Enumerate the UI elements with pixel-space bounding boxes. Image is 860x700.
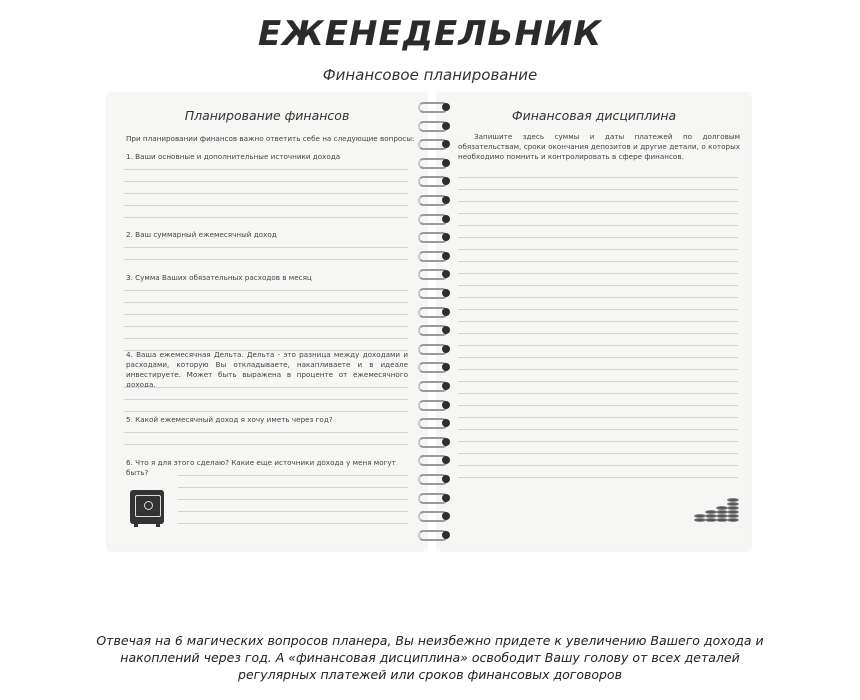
answer-lines-2 xyxy=(124,236,408,260)
left-page-intro: При планировании финансов важно ответить себе на следующие вопросы: xyxy=(126,134,415,143)
spiral-hole xyxy=(442,326,450,334)
spiral-hole xyxy=(442,456,450,464)
question-6: 6. Что я для этого сделаю? Какие еще источники дохода у меня могут быть? xyxy=(126,458,396,477)
spiral-hole xyxy=(442,419,450,427)
spiral-hole xyxy=(442,233,450,241)
safe-icon-legs xyxy=(134,524,160,527)
page-title: ЕЖЕНЕДЕЛЬНИК xyxy=(257,14,603,54)
page-subtitle: Финансовое планирование xyxy=(322,66,538,84)
spiral-hole xyxy=(442,401,450,409)
answer-lines-3 xyxy=(124,279,408,351)
spiral-hole xyxy=(442,438,450,446)
question-4: 4. Ваша ежемесячная Дельта. Дельта - это разница между доходами и расходами, которую Вы откладываете, накапливаете и в идеале инвестируете. Может быть выражена в проценте от ежемесячного дохода. xyxy=(126,350,408,389)
question-2: 2. Ваш суммарный ежемесячный доход xyxy=(126,230,277,239)
spiral-hole xyxy=(442,159,450,167)
answer-lines-5 xyxy=(124,421,408,445)
spiral-hole xyxy=(442,345,450,353)
right-page-intro: Запишите здесь суммы и даты платежей по долговым обязательствам, сроки окончания депозитов и другие детали, о которых необходимо помнить и контролировать в сфере финансов. xyxy=(458,132,740,161)
right-page-lines xyxy=(458,166,738,478)
right-page xyxy=(438,94,750,550)
question-3: 3. Сумма Ваших обязательных расходов в месяц xyxy=(126,273,312,282)
spiral-hole xyxy=(442,382,450,390)
spiral-hole xyxy=(442,177,450,185)
spiral-hole xyxy=(442,308,450,316)
spiral-hole xyxy=(442,103,450,111)
spiral-hole xyxy=(442,494,450,502)
spiral-hole xyxy=(442,140,450,148)
spiral-hole xyxy=(442,215,450,223)
spiral-binding xyxy=(414,98,450,548)
spiral-hole xyxy=(442,252,450,260)
spiral-hole xyxy=(442,363,450,371)
spiral-hole xyxy=(442,512,450,520)
caption-text: Отвечая на 6 магических вопросов планера, Вы неизбежно придете к увеличению Вашего дохода и накоплений через год. А «финансовая дисциплина» освободит Вашу голову от всех деталей регулярных платежей или сроков финансовых договоров xyxy=(96,633,764,682)
question-5: 5. Какой ежемесячный доход я хочу иметь через год? xyxy=(126,415,333,424)
question-1: 1. Ваши основные и дополнительные источники дохода xyxy=(126,152,341,161)
spiral-hole xyxy=(442,289,450,297)
notebook-spread xyxy=(108,94,750,550)
right-page-heading: Финансовая дисциплина xyxy=(511,108,677,123)
spiral-hole xyxy=(442,270,450,278)
answer-lines-4 xyxy=(124,376,408,412)
spiral-hole xyxy=(442,122,450,130)
left-page-heading: Планирование финансов xyxy=(184,108,350,123)
coins-icon xyxy=(694,492,740,526)
spiral-hole xyxy=(442,531,450,539)
answer-lines-1 xyxy=(124,158,408,218)
safe-icon xyxy=(130,490,164,524)
spiral-hole xyxy=(442,196,450,204)
spiral-hole xyxy=(442,475,450,483)
left-page xyxy=(108,94,426,550)
answer-lines-6 xyxy=(178,464,408,524)
